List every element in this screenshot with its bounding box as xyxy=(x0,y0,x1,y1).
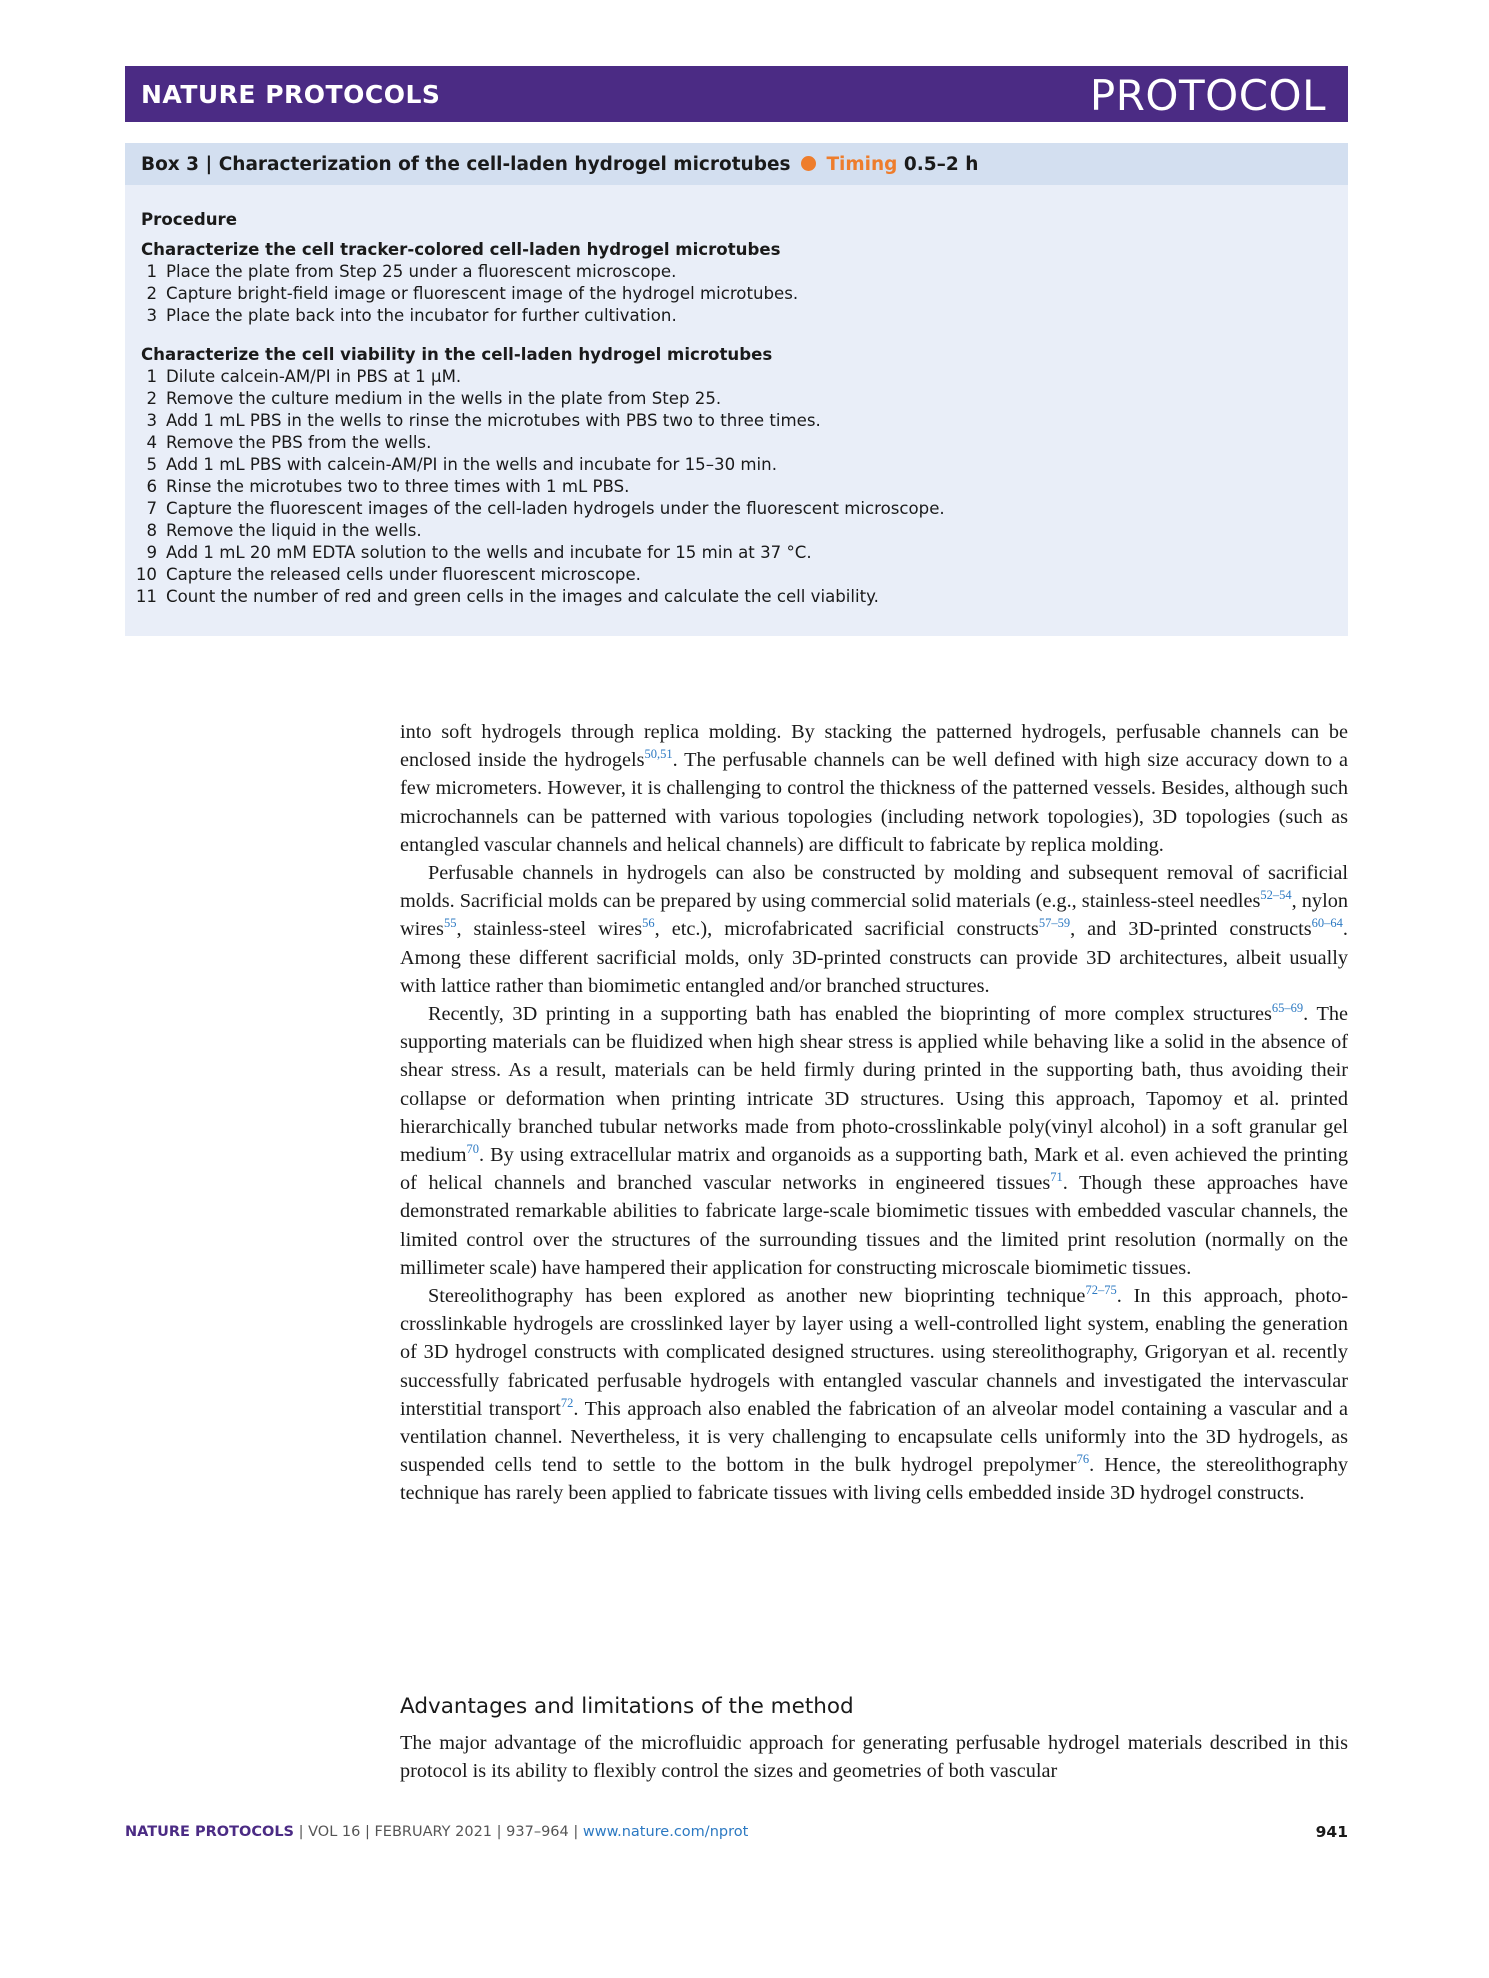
article-type: PROTOCOL xyxy=(1089,71,1326,120)
procedure-step xyxy=(141,520,1332,542)
footer-journal: NATURE PROTOCOLS xyxy=(125,1824,295,1840)
p3-text-c: . By using extracellular matrix and organoids as a supporting bath, Mark et al. even achieved the printing of helical channels and branched vascular networks in engineered tissues xyxy=(400,1144,1348,1195)
footer-separator: | xyxy=(360,1824,375,1840)
step-number: 4 xyxy=(146,433,157,452)
citation-ref[interactable]: 50,51 xyxy=(644,747,673,762)
step-number: 7 xyxy=(146,499,157,518)
step-text: Add 1 mL PBS with calcein-AM/PI in the wells and incubate for 15–30 min. xyxy=(166,455,777,474)
citation-ref[interactable]: 65–69 xyxy=(1271,1001,1304,1016)
procedure-step xyxy=(135,564,1332,586)
step-text: Remove the culture medium in the wells in the plate from Step 25. xyxy=(166,389,722,408)
paragraph-4 xyxy=(400,1282,1348,1508)
step-number: 8 xyxy=(146,521,157,540)
p3-text-d: . Though these approaches have demonstrated remarkable abilities to fabricate large-scale biomimetic tissues with embedded vascular channels, the limited control over the structures of the surrounding tissues and the limited print resolution (normally on the millimeter scale) have hampered their application for constructing microscale biomimetic tissues. xyxy=(400,1172,1349,1279)
page-footer xyxy=(125,1824,748,1840)
steps-list-tracker xyxy=(141,261,1332,327)
box-body xyxy=(135,209,1332,608)
citation-ref[interactable]: 72–75 xyxy=(1085,1283,1117,1298)
footer-separator: | xyxy=(492,1824,507,1840)
procedure-step xyxy=(141,476,1332,498)
box-title-text: Box 3 | Characterization of the cell-laden hydrogel microtubes xyxy=(141,154,791,175)
p2-text-a: Perfusable channels in hydrogels can also be constructed by molding and subsequent removal of sacrificial molds. Sacrificial molds can be prepared by using commercial solid materials (e.g., stainless-steel needles xyxy=(400,862,1348,913)
p2-text-f: . Among these different sacrificial molds, only 3D-printed constructs can provide 3D architectures, albeit usually with lattice rather than biomimetic entangled and/or branched structures. xyxy=(400,918,1348,997)
step-number: 2 xyxy=(146,284,157,303)
p5-text: The major advantage of the microfluidic approach for generating perfusable hydrogel materials described in this protocol is its ability to flexibly control the sizes and geometries of both vascular xyxy=(400,1732,1348,1783)
step-text: Place the plate from Step 25 under a fluorescent microscope. xyxy=(166,262,677,281)
p1-text-a: into soft hydrogels through replica molding. By stacking the patterned hydrogels, perfusable channels can be enclosed inside the hydrogels xyxy=(400,721,1348,772)
journal-name: NATURE PROTOCOLS xyxy=(141,80,441,109)
procedure-label: Procedure xyxy=(141,210,237,229)
p3-text-b: . The supporting materials can be fluidized when high shear stress is applied while behaving like a solid in the absence of shear stress. As a result, materials can be held firmly during printed in the supporting bath, thus avoiding their collapse or deformation when printing intricate 3D structures. Using this approach, Tapomoy et al. printed hierarchically branched tubular networks made from photo-crosslinkable poly(vinyl alcohol) in a soft granular gel medium xyxy=(400,1003,1349,1167)
step-number: 1 xyxy=(146,262,157,281)
citation-ref[interactable]: 52–54 xyxy=(1260,888,1292,903)
procedure-box xyxy=(125,143,1348,636)
paragraph-3 xyxy=(400,1000,1348,1282)
p2-text-e: , and 3D-printed constructs xyxy=(1070,918,1312,941)
step-text: Remove the liquid in the wells. xyxy=(166,521,422,540)
box-title-bar xyxy=(125,143,1348,185)
p4-text-b: . In this approach, photo-crosslinkable hydrogels are crosslinked layer by layer using a well-controlled light system, enabling the generation of 3D hydrogel constructs with complicated designed structures. using stereolithography, Grigoryan et al. recently successfully fabricated perfusable hydrogels with entangled vascular channels and investigated the intervascular interstitial transport xyxy=(400,1285,1348,1420)
step-number: 9 xyxy=(146,543,157,562)
step-text: Dilute calcein-AM/PI in PBS at 1 μM. xyxy=(166,367,462,386)
p4-text-c: . This approach also enabled the fabrication of an alveolar model containing a vascular and a ventilation channel. Nevertheless, it is very challenging to encapsulate cells uniformly into the 3D hydrogels, as suspended cells tend to settle to the bottom in the bulk hydrogel prepolymer xyxy=(400,1397,1348,1477)
timing-value: 0.5–2 h xyxy=(903,154,979,175)
step-number: 5 xyxy=(146,455,157,474)
timing-dot-icon xyxy=(801,156,816,171)
page-number: 941 xyxy=(1315,1823,1348,1841)
footer-url-link[interactable]: www.nature.com/nprot xyxy=(582,1824,749,1840)
citation-ref[interactable]: 71 xyxy=(1050,1170,1063,1185)
citation-ref[interactable]: 60–64 xyxy=(1311,916,1343,931)
p1-text-b: . The perfusable channels can be well defined with high size accuracy down to a few micrometers. However, it is challenging to control the thickness of the patterned vessels. Besides, although such microchannels can be patterned with various topologies (including network topologies), 3D topologies (such as entangled vascular channels and helical channels) are difficult to fabricate by replica molding. xyxy=(400,749,1348,856)
p4-text-a: Stereolithography has been explored as another new bioprinting technique xyxy=(428,1285,1086,1308)
procedure-step xyxy=(141,410,1332,432)
step-text: Rinse the microtubes two to three times with 1 mL PBS. xyxy=(166,477,630,496)
section-heading-viability: Characterize the cell viability in the cell-laden hydrogel microtubes xyxy=(141,345,773,364)
step-text: Add 1 mL 20 mM EDTA solution to the wells and incubate for 15 min at 37 °C. xyxy=(166,543,812,562)
p3-text-a: Recently, 3D printing in a supporting bath has enabled the bioprinting of more complex structures xyxy=(428,1003,1272,1026)
citation-ref[interactable]: 76 xyxy=(1076,1452,1090,1467)
procedure-step xyxy=(135,586,1332,608)
procedure-step xyxy=(141,432,1332,454)
step-number: 3 xyxy=(146,306,157,325)
step-text: Capture the released cells under fluorescent microscope. xyxy=(166,565,641,584)
paragraph-5 xyxy=(400,1729,1348,1785)
step-number: 3 xyxy=(146,411,157,430)
procedure-step xyxy=(141,305,1332,327)
citation-ref[interactable]: 70 xyxy=(466,1142,479,1157)
p2-text-d: , etc.), microfabricated sacrificial constructs xyxy=(654,918,1039,941)
p2-text-c: , stainless-steel wires xyxy=(456,918,643,941)
step-text: Capture the fluorescent images of the cell-laden hydrogels under the fluorescent microscope. xyxy=(166,499,945,518)
p2-text-b: , nylon wires xyxy=(400,890,1348,941)
step-number: 6 xyxy=(146,477,157,496)
paragraph-1 xyxy=(400,718,1348,859)
paragraph-2 xyxy=(400,859,1348,1000)
step-text: Place the plate back into the incubator for further cultivation. xyxy=(166,306,677,325)
footer-date: FEBRUARY 2021 xyxy=(374,1824,493,1840)
section-title: Advantages and limitations of the method xyxy=(400,1694,854,1719)
timing-label: Timing xyxy=(826,154,898,175)
footer-pages: 937–964 xyxy=(506,1824,569,1840)
step-text: Count the number of red and green cells in the images and calculate the cell viability. xyxy=(166,587,879,606)
footer-separator: | xyxy=(294,1824,309,1840)
procedure-step xyxy=(141,283,1332,305)
step-text: Remove the PBS from the wells. xyxy=(166,433,432,452)
footer-volume: VOL 16 xyxy=(308,1824,361,1840)
citation-ref[interactable]: 56 xyxy=(642,916,655,931)
procedure-step xyxy=(141,388,1332,410)
procedure-step xyxy=(141,261,1332,283)
citation-ref[interactable]: 57–59 xyxy=(1038,916,1071,931)
steps-list-viability xyxy=(135,366,1332,608)
procedure-step xyxy=(141,498,1332,520)
procedure-step xyxy=(141,366,1332,388)
citation-ref[interactable]: 72 xyxy=(560,1396,574,1411)
box-title xyxy=(141,154,978,175)
footer-separator: | xyxy=(568,1824,583,1840)
step-number: 11 xyxy=(135,587,157,606)
p4-text-d: . Hence, the stereolithography technique has rarely been applied to fabricate tissues with living cells embedded inside 3D hydrogel constructs. xyxy=(400,1454,1349,1505)
journal-header-bar xyxy=(125,66,1348,122)
step-text: Capture bright-field image or fluorescent image of the hydrogel microtubes. xyxy=(166,284,799,303)
procedure-step xyxy=(141,454,1332,476)
step-number: 1 xyxy=(146,367,157,386)
step-text: Add 1 mL PBS in the wells to rinse the microtubes with PBS two to three times. xyxy=(166,411,821,430)
procedure-step xyxy=(141,542,1332,564)
step-number: 2 xyxy=(146,389,157,408)
step-number: 10 xyxy=(135,565,157,584)
body-text xyxy=(400,718,1348,1508)
citation-ref[interactable]: 55 xyxy=(443,916,457,931)
section-heading-tracker: Characterize the cell tracker-colored cell-laden hydrogel microtubes xyxy=(141,240,781,259)
